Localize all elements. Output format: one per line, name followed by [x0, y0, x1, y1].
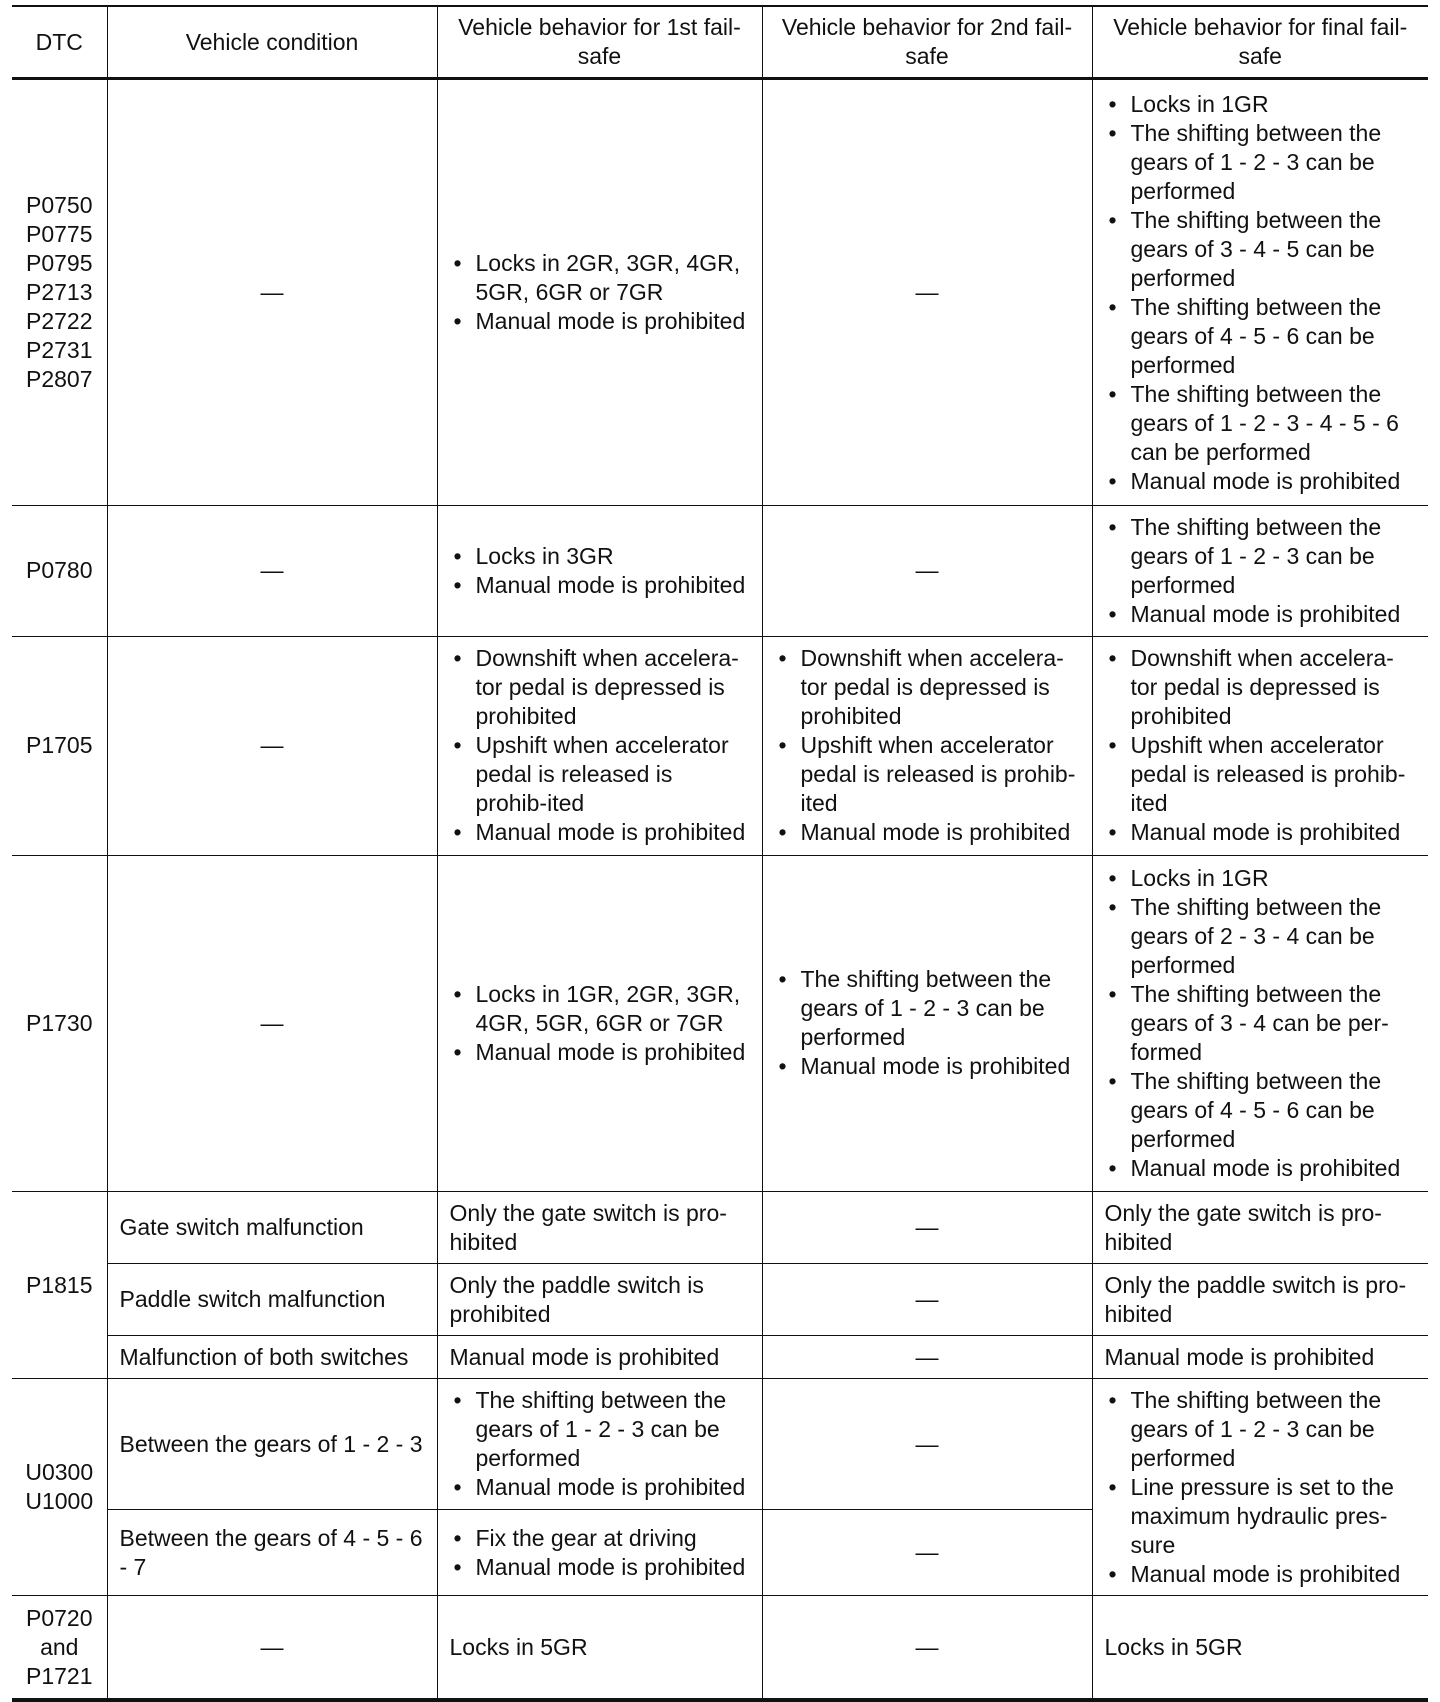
table-row	[12, 1596, 1428, 1700]
behavior-list	[450, 1386, 750, 1502]
second-fail-safe-cell	[762, 1191, 1092, 1263]
list-item: • The shifting between the gears of 4 - 5 - 6 can be performed	[1105, 293, 1417, 380]
dtc-cell	[12, 506, 107, 636]
first-fail-safe-cell: Locks in 5GR	[437, 1596, 762, 1700]
final-fail-safe-cell	[1092, 636, 1428, 855]
dtc-code: P2713	[25, 279, 93, 306]
second-fail-safe-cell	[762, 1264, 1092, 1336]
dash-mark: —	[915, 1343, 939, 1370]
header-first-fail-safe: Vehicle behavior for 1st fail-safe	[437, 6, 762, 79]
dtc-cell	[12, 636, 107, 855]
dash-mark: —	[260, 557, 284, 584]
table-row	[12, 506, 1428, 636]
condition-cell: Gate switch malfunction	[107, 1191, 437, 1263]
second-fail-safe-cell	[762, 1336, 1092, 1379]
header-dtc: DTC	[12, 6, 107, 79]
dash-mark: —	[260, 1633, 284, 1660]
dash-mark: —	[915, 1633, 939, 1660]
header-vehicle-condition: Vehicle condition	[107, 6, 437, 79]
first-fail-safe-cell: Only the gate switch is pro-hibited	[437, 1191, 762, 1263]
condition-cell	[107, 636, 437, 855]
table-row	[12, 1379, 1428, 1510]
dtc-code: P2722	[25, 308, 93, 335]
dtc-cell	[12, 1379, 107, 1596]
first-fail-safe-cell: Only the paddle switch is prohibited	[437, 1264, 762, 1336]
dtc-code: P2807	[25, 366, 93, 393]
list-item: • The shifting between the gears of 3 - 4 can be per-formed	[1105, 980, 1417, 1067]
dash-mark: —	[260, 279, 284, 306]
list-item: • The shifting between the gears of 3 - 4 - 5 can be performed	[1105, 206, 1417, 293]
dtc-code: P1815	[25, 1271, 93, 1298]
first-fail-safe-cell	[437, 855, 762, 1191]
list-item: • Locks in 1GR, 2GR, 3GR, 4GR, 5GR, 6GR or 7GR	[450, 980, 750, 1038]
table-row	[12, 636, 1428, 855]
dash-mark: —	[915, 1430, 939, 1457]
list-item: • Manual mode is prohibited	[775, 1052, 1080, 1081]
list-item: • The shifting between the gears of 1 - 2 - 3 can be performed	[1105, 513, 1417, 600]
final-fail-safe-cell	[1092, 855, 1428, 1191]
final-fail-safe-cell	[1092, 1379, 1428, 1596]
list-item: • Line pressure is set to the maximum hydraulic pres-sure	[1105, 1473, 1417, 1560]
header-final-fail-safe: Vehicle behavior for final fail-safe	[1092, 6, 1428, 79]
final-fail-safe-cell: Only the gate switch is pro-hibited	[1092, 1191, 1428, 1263]
list-item: • Manual mode is prohibited	[450, 1473, 750, 1502]
list-item: • Fix the gear at driving	[450, 1524, 750, 1553]
dtc-code: U1000	[25, 1488, 94, 1515]
header-second-fail-safe: Vehicle behavior for 2nd fail-safe	[762, 6, 1092, 79]
dtc-code: P1705	[25, 732, 93, 759]
behavior-list	[450, 542, 750, 600]
dash-mark: —	[915, 557, 939, 584]
table-row	[12, 855, 1428, 1191]
list-item: • Locks in 1GR	[1105, 864, 1417, 893]
table-row	[12, 79, 1428, 506]
final-fail-safe-cell: Only the paddle switch is pro-hibited	[1092, 1264, 1428, 1336]
dtc-cell	[12, 1596, 107, 1700]
dtc-code: and	[40, 1633, 79, 1660]
dtc-code: P1730	[25, 1009, 93, 1036]
list-item: • The shifting between the gears of 1 - 2 - 3 can be performed	[1105, 1386, 1417, 1473]
second-fail-safe-cell	[762, 855, 1092, 1191]
condition-cell: Paddle switch malfunction	[107, 1264, 437, 1336]
dash-mark: —	[915, 279, 939, 306]
condition-cell: Between the gears of 1 - 2 - 3	[107, 1379, 437, 1510]
list-item: • Manual mode is prohibited	[450, 1553, 750, 1582]
list-item: • Locks in 3GR	[450, 542, 750, 571]
list-item: • Locks in 1GR	[1105, 90, 1417, 119]
list-item: • Upshift when accelerator pedal is released is prohib-ited	[1105, 731, 1417, 818]
list-item: • The shifting between the gears of 4 - 5 - 6 can be performed	[1105, 1067, 1417, 1154]
second-fail-safe-cell	[762, 506, 1092, 636]
list-item: • Downshift when accelera-tor pedal is depressed is prohibited	[450, 644, 750, 731]
second-fail-safe-cell	[762, 1596, 1092, 1700]
behavior-list	[1105, 1386, 1417, 1589]
first-fail-safe-cell	[437, 506, 762, 636]
list-item: • Manual mode is prohibited	[1105, 1560, 1417, 1589]
dash-mark: —	[260, 732, 284, 759]
first-fail-safe-cell	[437, 1510, 762, 1596]
behavior-list	[450, 980, 750, 1067]
second-fail-safe-cell	[762, 1510, 1092, 1596]
dtc-code: P0775	[25, 221, 93, 248]
final-fail-safe-cell	[1092, 79, 1428, 506]
behavior-list	[450, 644, 750, 847]
first-fail-safe-cell	[437, 636, 762, 855]
dtc-code: P1721	[25, 1662, 93, 1689]
dtc-cell	[12, 79, 107, 506]
first-fail-safe-cell	[437, 79, 762, 506]
list-item: • Manual mode is prohibited	[1105, 467, 1417, 496]
second-fail-safe-cell	[762, 79, 1092, 506]
condition-cell: Malfunction of both switches	[107, 1336, 437, 1379]
list-item: • Manual mode is prohibited	[1105, 600, 1417, 629]
dtc-code: P0780	[25, 557, 93, 584]
table-row	[12, 1191, 1428, 1263]
dtc-cell	[12, 1191, 107, 1378]
condition-cell: Between the gears of 4 - 5 - 6 - 7	[107, 1510, 437, 1596]
list-item: • The shifting between the gears of 1 - 2 - 3 - 4 - 5 - 6 can be performed	[1105, 380, 1417, 467]
list-item: • Downshift when accelera-tor pedal is depressed is prohibited	[775, 644, 1080, 731]
list-item: • Upshift when accelerator pedal is released is prohib-ited	[450, 731, 750, 818]
list-item: • Upshift when accelerator pedal is released is prohib-ited	[775, 731, 1080, 818]
first-fail-safe-cell: Manual mode is prohibited	[437, 1336, 762, 1379]
behavior-list	[775, 965, 1080, 1081]
behavior-list	[1105, 90, 1417, 496]
behavior-list	[775, 644, 1080, 847]
dtc-cell	[12, 855, 107, 1191]
list-item: • Manual mode is prohibited	[450, 571, 750, 600]
behavior-list	[1105, 864, 1417, 1183]
list-item: • Downshift when accelera-tor pedal is depressed is prohibited	[1105, 644, 1417, 731]
dtc-code: P0720	[25, 1604, 93, 1631]
dtc-code: P0795	[25, 250, 93, 277]
dash-mark: —	[915, 1539, 939, 1566]
behavior-list	[450, 249, 750, 336]
behavior-list	[1105, 513, 1417, 629]
dtc-code: P0750	[25, 192, 93, 219]
final-fail-safe-cell	[1092, 506, 1428, 636]
second-fail-safe-cell	[762, 636, 1092, 855]
list-item: • Manual mode is prohibited	[450, 818, 750, 847]
first-fail-safe-cell	[437, 1379, 762, 1510]
list-item: • Locks in 2GR, 3GR, 4GR, 5GR, 6GR or 7GR	[450, 249, 750, 307]
list-item: • Manual mode is prohibited	[775, 818, 1080, 847]
second-fail-safe-cell	[762, 1379, 1092, 1510]
dtc-code: U0300	[25, 1459, 94, 1486]
list-item: • Manual mode is prohibited	[1105, 818, 1417, 847]
header-row	[12, 6, 1428, 79]
list-item: • The shifting between the gears of 1 - 2 - 3 can be performed	[1105, 119, 1417, 206]
dash-mark: —	[915, 1214, 939, 1241]
dash-mark: —	[915, 1286, 939, 1313]
final-fail-safe-cell: Manual mode is prohibited	[1092, 1336, 1428, 1379]
list-item: • The shifting between the gears of 1 - 2 - 3 can be performed	[450, 1386, 750, 1473]
table-row	[12, 1336, 1428, 1379]
fail-safe-table	[12, 5, 1428, 1702]
list-item: • Manual mode is prohibited	[1105, 1154, 1417, 1183]
list-item: • Manual mode is prohibited	[450, 1038, 750, 1067]
table-row	[12, 1264, 1428, 1336]
final-fail-safe-cell: Locks in 5GR	[1092, 1596, 1428, 1700]
condition-cell	[107, 855, 437, 1191]
behavior-list	[1105, 644, 1417, 847]
list-item: • Manual mode is prohibited	[450, 307, 750, 336]
behavior-list	[450, 1524, 750, 1582]
list-item: • The shifting between the gears of 1 - 2 - 3 can be performed	[775, 965, 1080, 1052]
dash-mark: —	[260, 1009, 284, 1036]
condition-cell	[107, 1596, 437, 1700]
condition-cell	[107, 506, 437, 636]
dtc-code: P2731	[25, 337, 93, 364]
list-item: • The shifting between the gears of 2 - 3 - 4 can be performed	[1105, 893, 1417, 980]
condition-cell	[107, 79, 437, 506]
